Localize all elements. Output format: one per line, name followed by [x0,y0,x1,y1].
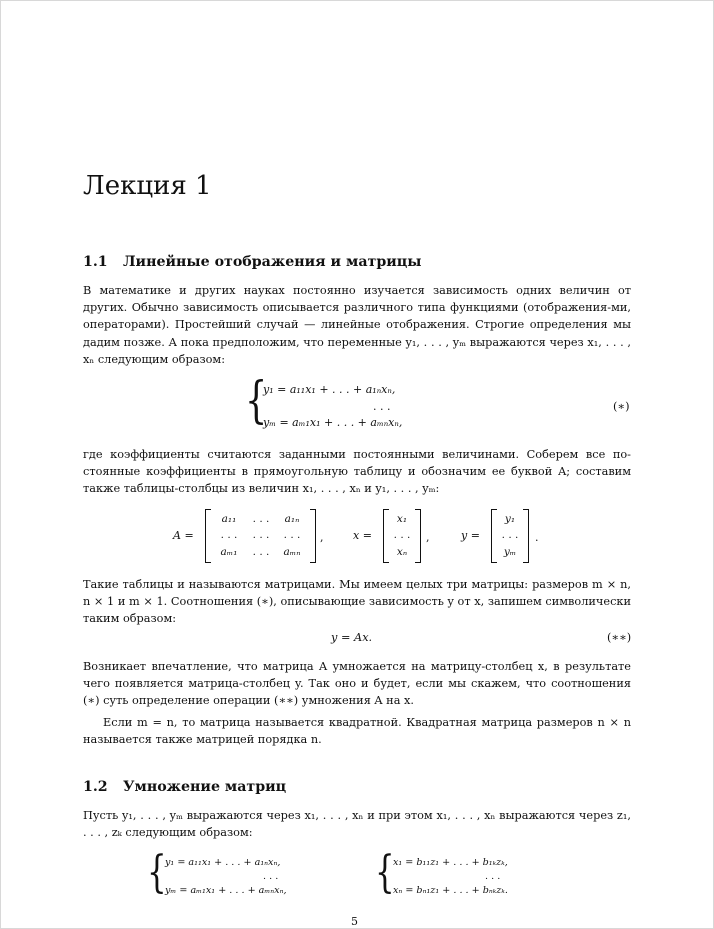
equation-row: x₁ = b₁₁z₁ + . . . + b₁ₖzₖ, [393,857,508,868]
left-brace: { [147,847,167,898]
paragraph: где коэффициенты считаются заданными постоянными величинами. Соберем все по-стоянные коэффициенты в прямоугольную таблицу и обозначим ее буквой A; составим также таблицы-столбцы из величин x₁, . . . , xₙ и y₁, . . . , yₘ: [83,448,631,496]
matrix-cell: . . . [283,529,301,541]
paragraph: Пусть y₁, . . . , yₘ выражаются через x₁, . . . , xₙ и при этом x₁, . . . , xₙ выражаются через z₁, . . . , zₖ следующим образом: [83,809,631,840]
matrix-cell: . . . [252,529,270,541]
matrix-cell: a₁ₙ [284,513,300,525]
section-title: Линейные отображения и матрицы [123,254,422,270]
matrix-cell: a₁₁ [221,513,237,525]
equation-row: y₁ = a₁₁x₁ + . . . + a₁ₙxₙ, [263,383,396,396]
matrix-cell: . . . [252,546,270,558]
matrix-label: x = [353,529,372,542]
bracket-right [415,509,421,563]
section-heading [83,779,286,795]
section-title: Умножение матриц [123,779,287,795]
matrix-cell: aₘₙ [283,546,301,558]
matrix-label: A = [173,529,194,542]
matrix-cell: x₁ [396,513,408,525]
equation-row: y₁ = a₁₁x₁ + . . . + a₁ₙxₙ, [165,857,281,868]
matrix-cell: . . . [501,529,519,541]
matrix-cell: aₘ₁ [220,546,238,558]
matrix-cell: yₘ [503,546,517,558]
equation-tag: (∗) [613,400,630,413]
equation-row: yₘ = aₘ₁x₁ + . . . + aₘₙxₙ, [263,416,403,429]
section-heading [83,254,421,270]
lecture-title: Лекция 1 [83,171,212,201]
matrix-cell: y₁ [504,513,516,525]
matrix-cell: . . . [252,513,270,525]
paragraph: Если m = n, то матрица называется квадратной. Квадратная матрица размеров n × n называется также матрицей порядка n. [83,716,631,747]
equation-row: xₙ = bₙ₁z₁ + . . . + bₙₖzₖ. [393,885,508,896]
bracket-right [523,509,529,563]
comma: , [320,531,324,544]
bracket-left [205,509,211,563]
equation-row: . . . [373,400,391,413]
paragraph: В математике и других науках постоянно изучается зависимость одних величин от других. Обычно зависимость описывается различного типа функциями (отображения-ми, операторами). Простейший случай — линейные отображения. Строгие определения мы дадим позже. А пока предположим, что переменные y₁, . . . , yₘ выражаются через x₁, . . . , xₙ следующим образом: [83,284,631,366]
page-number: 5 [351,915,358,928]
paragraph: Возникает впечатление, что матрица A умножается на матрицу-столбец x, в результате чего появляется матрица-столбец y. Так оно и будет, если мы скажем, что соотношения (∗) суть определение операции (∗∗) умножения A на x. [83,660,631,708]
left-brace: { [245,371,268,429]
comma: , [426,531,430,544]
section-number: 1.2 [83,779,108,795]
paragraph: Такие таблицы и называются матрицами. Мы имеем целых три матрицы: размеров m × n, n × 1 и m × 1. Соотношения (∗), описывающие зависимость y от x, запишем символически таким образом: [83,578,631,626]
equation-tag: (∗∗) [607,631,632,644]
matrix-cell: . . . [220,529,238,541]
left-brace: { [375,847,395,898]
equation: y = Ax. [331,631,373,644]
matrix-cell: . . . [393,529,411,541]
equation-row: . . . [485,871,501,882]
matrix-cell: xₙ [396,546,408,558]
equation-row: yₘ = aₘ₁x₁ + . . . + aₘₙxₙ, [165,885,287,896]
section-number: 1.1 [83,254,108,270]
period: . [535,531,539,544]
equation-row: . . . [263,871,279,882]
matrix-label: y = [461,529,480,542]
bracket-right [310,509,316,563]
